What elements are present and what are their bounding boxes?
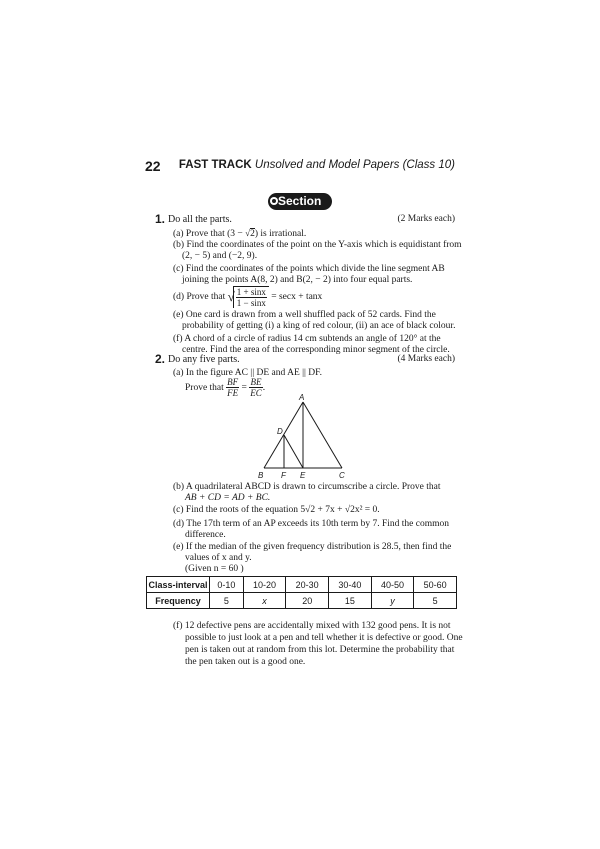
q2-f-line3: pen is taken out at random from this lot. Determine the probability that	[185, 645, 455, 655]
label-e: E	[300, 471, 306, 480]
frac1-den: FE	[227, 388, 239, 399]
table-cell: y	[371, 593, 414, 609]
segment-de	[284, 435, 303, 468]
table-cell: 50-60	[414, 577, 457, 593]
label-f: F	[281, 471, 286, 480]
label-b: B	[258, 471, 264, 480]
q2-f-line4: the pen taken out is a good one.	[185, 657, 306, 667]
q1-d-pre: (d) Prove that	[173, 292, 226, 303]
q2-a-period: .	[262, 383, 266, 393]
q2-b-line2: AB + CD = AD + BC.	[185, 493, 271, 503]
frac2-den: EC	[250, 388, 262, 399]
q2-b-line1: (b) A quadrilateral ABCD is drawn to circumscribe a circle. Prove that	[173, 482, 441, 492]
frac1-num: BF	[227, 377, 239, 388]
q2-f-line2: possible to just look at a pen and tell whether it is defective or good. One	[185, 633, 463, 643]
q1-number: 1.	[155, 212, 166, 226]
q2-e-line3: (Given n = 60 )	[185, 564, 244, 574]
label-d: D	[277, 427, 283, 436]
table-cell: 40-50	[371, 577, 414, 593]
q1-c-line1: (c) Find the coordinates of the points which divide the line segment AB	[173, 264, 445, 274]
table-row	[147, 577, 457, 593]
q2-number: 2.	[155, 352, 166, 366]
q2-a-line1: (a) In the figure AC || DE and AE || DF.	[173, 368, 323, 378]
q1-f-line1: (f) A chord of a circle of radius 14 cm subtends an angle of 120° at the	[173, 334, 441, 344]
q1-b-line1: (b) Find the coordinates of the point on the Y-axis which is equidistant from	[173, 240, 462, 250]
q1-b-line2: (2, − 5) and (−2, 9).	[182, 251, 258, 261]
q2-d-line2: difference.	[185, 530, 226, 540]
section-title: Section B	[278, 194, 322, 225]
q1-prompt: Do all the parts.	[168, 214, 232, 225]
label-a: A	[299, 393, 305, 402]
frac2-num: BE	[250, 377, 262, 388]
q1-a-pre: (a) Prove that (3 −	[173, 229, 246, 239]
q2-a-prove: Prove that	[185, 383, 224, 393]
q1-d-radical	[233, 286, 269, 308]
q2-prompt: Do any five parts.	[168, 354, 240, 365]
q1-a-radicand: 2	[250, 229, 255, 239]
q2-d-line1: (d) The 17th term of an AP exceeds its 10th term by 7. Find the common	[173, 519, 449, 529]
q1-c-line2: joining the points A(8, 2) and B(2, − 2) into four equal parts.	[182, 275, 413, 285]
table-cell: 5	[210, 593, 244, 609]
running-header	[179, 159, 455, 171]
table-row	[147, 593, 457, 609]
q2-marks: (4 Marks each)	[397, 354, 455, 364]
q1-d-post: = secx + tanx	[271, 292, 323, 303]
section-badge	[268, 193, 332, 225]
q1-e-line2: probability of getting (i) a king of red colour, (ii) an ace of black colour.	[182, 321, 456, 331]
table-cell: 20-30	[286, 577, 329, 593]
q1-d-denominator: 1 − sinx	[236, 298, 266, 308]
book-title-bold: FAST TRACK	[178, 159, 252, 171]
q2-a-equals: =	[241, 383, 247, 393]
frequency-table	[146, 576, 457, 609]
q1-a: (a) Prove that (3 − √2) is irrational.	[173, 228, 307, 239]
page-number: 22	[145, 158, 161, 174]
q1-e-line1: (e) One card is drawn from a well shuffled pack of 52 cards. Find the	[173, 310, 436, 320]
table-cell: 10-20	[243, 577, 286, 593]
table-cell: Class-interval	[147, 577, 210, 593]
q1-a-post: ) is irrational.	[254, 229, 307, 239]
q2-a-fraction-1	[226, 377, 239, 398]
q2-c: (c) Find the roots of the equation 5√2 + 7x + √2x² = 0.	[173, 505, 380, 515]
label-c: C	[339, 471, 345, 480]
book-title-rest: Unsolved and Model Papers (Class 10)	[254, 159, 455, 171]
table-cell: 15	[329, 593, 372, 609]
q2-e-line2: values of x and y.	[185, 553, 252, 563]
q1-f-line2: centre. Find the area of the corresponding minor segment of the circle.	[182, 345, 450, 355]
table-cell: 5	[414, 593, 457, 609]
bullet-icon	[270, 197, 278, 205]
q2-e-line1: (e) If the median of the given frequency distribution is 28.5, then find the	[173, 542, 452, 552]
q1-marks: (2 Marks each)	[397, 214, 455, 224]
table-cell: 0-10	[210, 577, 244, 593]
table-cell: 20	[286, 593, 329, 609]
table-cell: 30-40	[329, 577, 372, 593]
table-cell: x	[243, 593, 286, 609]
table-cell: Frequency	[147, 593, 210, 609]
q1-d-numerator: 1 + sinx	[236, 287, 266, 297]
q1-d: (d) Prove that √ $\frac{1 + \sin x}{1 - \sin x}$ = secx + tanx	[173, 287, 323, 308]
q2-f-line1: (f) 12 defective pens are accidentally mixed with 132 good pens. It is not	[173, 621, 451, 631]
triangle-figure	[250, 392, 350, 482]
segment-ac	[303, 402, 342, 468]
